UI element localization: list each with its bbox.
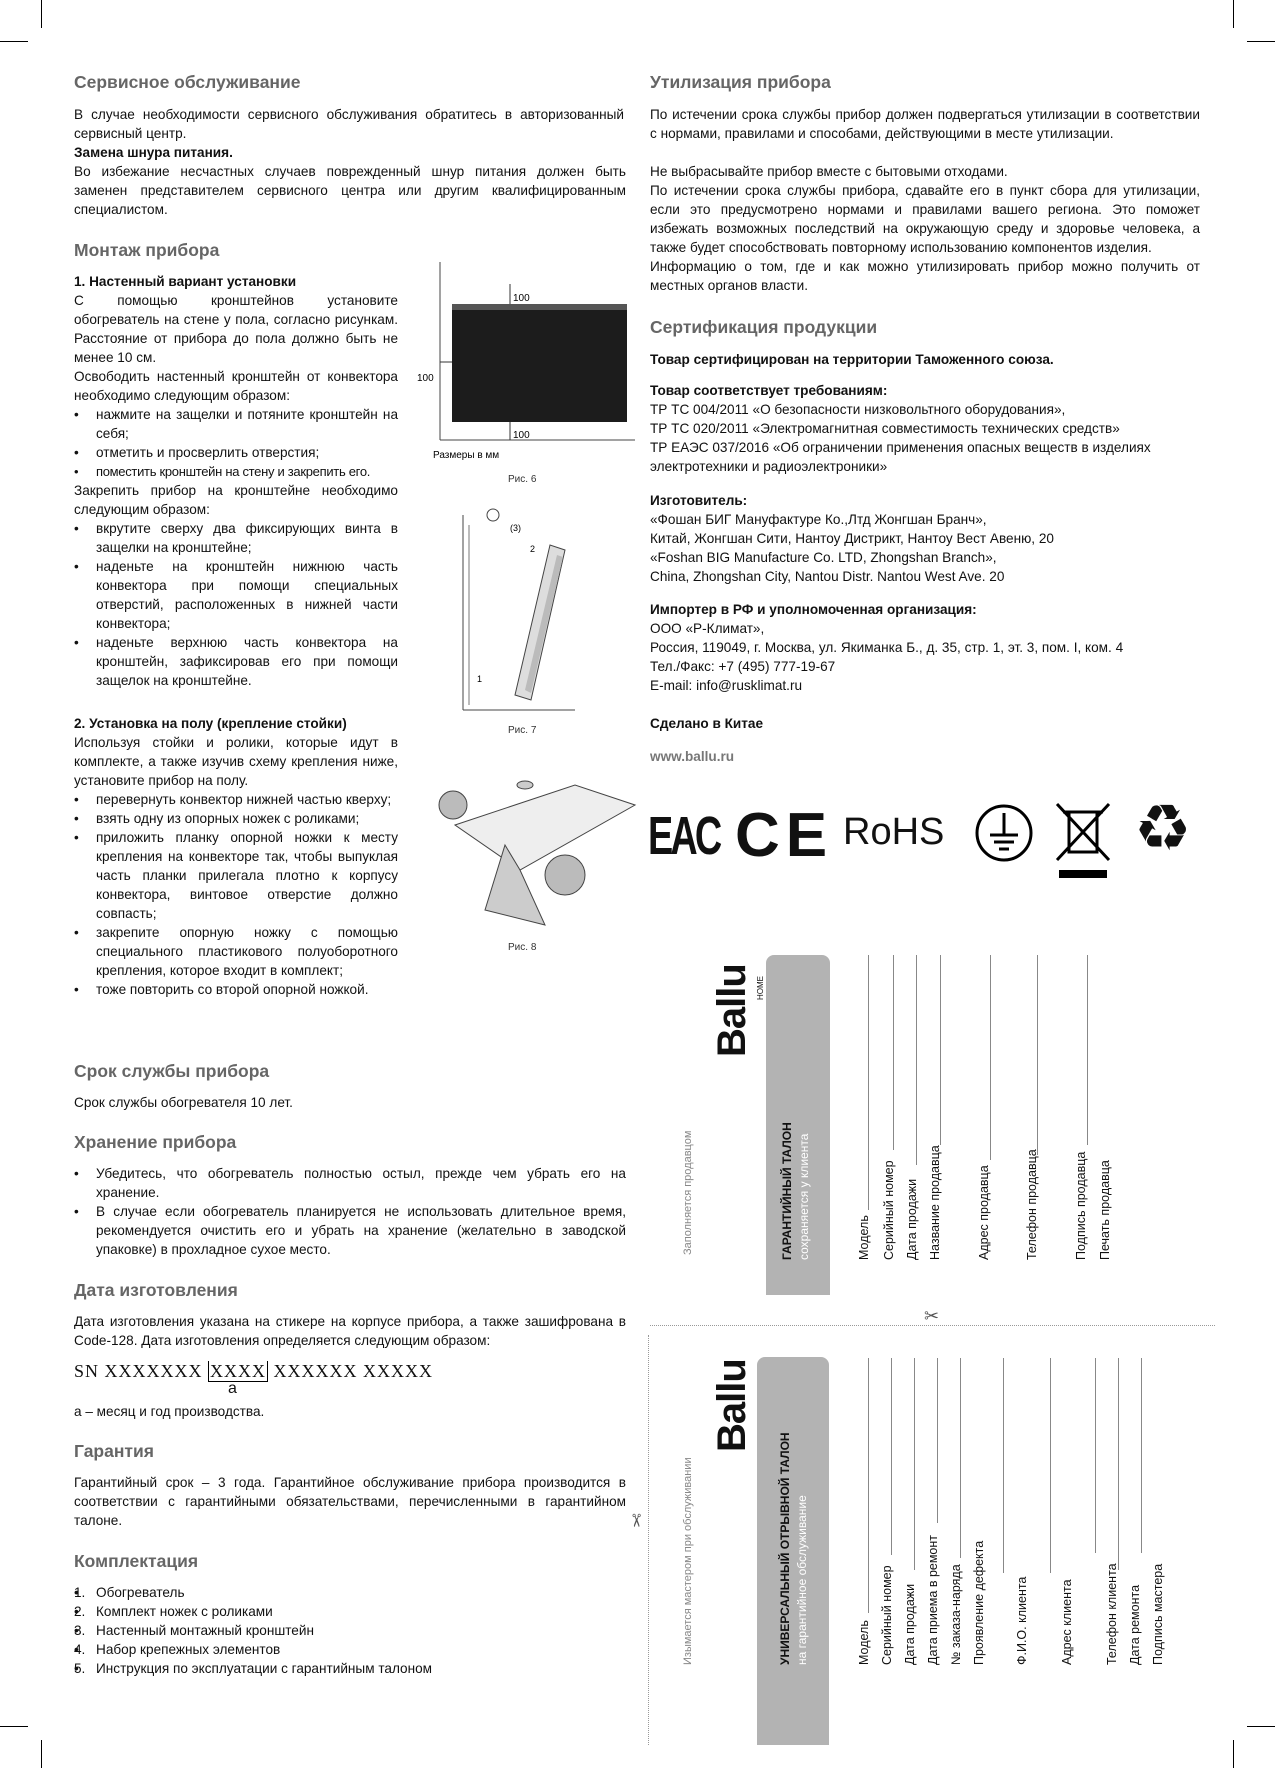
list-item: • наденьте на кронштейн нижнюю часть конвектора при помощи специальных отверстий, расположенных в нижней части конвектора; — [74, 557, 398, 633]
crop-mark — [1233, 1740, 1234, 1768]
service-title: Сервисное обслуживание — [74, 72, 301, 92]
fill-line[interactable] — [893, 955, 894, 1150]
fig7-label-1: 1 — [477, 674, 483, 684]
coupon2-title: УНИВЕРСАЛЬНЫЙ ОТРЫВНОЙ ТАЛОН — [778, 1432, 792, 1665]
fig7-label-2: 2 — [530, 544, 536, 554]
list-item: • Убедитесь, что обогреватель полностью остыл, прежде чем убрать его на хранение. — [74, 1164, 626, 1202]
fill-line[interactable] — [960, 1358, 961, 1558]
crop-mark — [0, 41, 28, 42]
maker-line: China, Zhongshan City, Nantou Distr. Nantou West Ave. 20 — [650, 569, 1005, 584]
figure-8 — [425, 775, 645, 935]
list-item: • поместить кронштейн на стену и закрепить его. — [74, 462, 398, 481]
cut-line — [648, 1335, 649, 1745]
fig6-dim-left: 100 — [417, 373, 434, 384]
fill-line[interactable] — [1037, 955, 1038, 1155]
coupon2-field-repair-in-date: Дата приема в ремонт — [926, 1534, 940, 1665]
coupon2-field-model: Модель — [857, 1620, 871, 1665]
coupon1-subtitle: сохраняется у клиента — [797, 1133, 811, 1260]
serial-rest: XXXXXX XXXXX — [273, 1361, 434, 1381]
disposal-p4: Информацию о том, где и как можно утилизировать прибор можно получить от местных органов власти. — [650, 259, 1200, 293]
disposal-p1: По истечении срока службы прибор должен подвергаться утилизации в соответствии с нормами, правилами и способами, действующими в месте утилизации. — [650, 107, 1200, 141]
list-item: • наденьте верхнюю часть конвектора на кронштейн, зафиксировав его при помощи защелок на кронштейне. — [74, 633, 398, 690]
life-text: Срок службы обогревателя 10 лет. — [74, 1095, 293, 1110]
serial-number-pattern — [74, 1361, 433, 1382]
eac-mark-icon: EAC — [648, 806, 720, 866]
crop-mark — [41, 1740, 42, 1768]
mount-fix-list — [74, 519, 398, 690]
date-legend: a – месяц и год производства. — [74, 1404, 265, 1419]
list-item: • 5. Инструкция по эксплуатации с гарантийным талоном — [74, 1659, 626, 1678]
scissors-icon: ✂ — [924, 1306, 940, 1326]
coupon2-field-master-signature: Подпись мастера — [1151, 1563, 1165, 1665]
list-item: • вкрутите сверху два фиксирующих винта в защелки на кронштейне; — [74, 519, 398, 557]
mount-s2-title: 2. Установка на полу (крепление стойки) — [74, 716, 347, 731]
requirement: ТР ТС 020/2011 «Электромагнитная совместимость технических средств» — [650, 421, 1120, 436]
mount-s1-text: С помощью кронштейнов установите обогреватель на стене у пола, согласно рисункам. Расстояние от прибора до пола должно быть не менее 10 см. — [74, 293, 398, 365]
fig6-dim-bottom: 100 — [513, 430, 530, 441]
fig8-caption: Рис. 8 — [508, 942, 537, 953]
importer-title: Импортер в РФ и уполномоченная организация: — [650, 602, 977, 617]
scissors-icon: ✂ — [626, 1512, 647, 1529]
cert-bold2: Товар соответствует требованиям: — [650, 383, 888, 398]
coupon2-field-client-name: Ф.И.О. клиента — [1015, 1576, 1029, 1665]
cert-bold1: Товар сертифицирован на территории Таможенного союза. — [650, 352, 1054, 367]
service-text: В случае необходимости сервисного обслуживания обратитесь в авторизованный сервисный центр. — [74, 107, 624, 141]
made-in: Сделано в Китае — [650, 716, 764, 731]
cert-title: Сертификация продукции — [650, 317, 878, 337]
list-item: • 2. Комплект ножек с роликами — [74, 1602, 626, 1621]
fill-line[interactable] — [868, 1358, 869, 1613]
storage-list — [74, 1164, 626, 1259]
list-item: • В случае если обогреватель планируется не использовать длительное время, рекомендуется очистить его и убрать на хранение (желательно в заводской упаковке) в прохладное сухое место. — [74, 1202, 626, 1259]
fill-line[interactable] — [990, 955, 991, 1160]
disposal-p3: По истечении срока службы прибора, сдавайте его в пункт сбора для утилизации, если это предусмотрено нормами и правилами вашего региона. Это поможет избежать возможных последствий на окружающую среду и здоровье человека, а также будет способствовать повторному использованию компонентов изделия. — [650, 183, 1200, 255]
importer-line: Тел./Факс: +7 (495) 777-19-67 — [650, 659, 836, 674]
coupon1-field-sale-date: Дата продажи — [905, 1178, 919, 1260]
mount-s1-fix: Закрепить прибор на кронштейне необходимо следующим образом: — [74, 483, 398, 517]
weee-bin-icon — [1053, 800, 1113, 880]
fill-line[interactable] — [891, 1358, 892, 1555]
cert-requirements — [650, 400, 1200, 476]
coupon1-title: ГАРАНТИЙНЫЙ ТАЛОН — [780, 1122, 794, 1260]
importer-line: Россия, 119049, г. Москва, ул. Якиманка Б., д. 35, стр. 1, эт. 3, пом. I, ком. 4 — [650, 640, 1124, 655]
coupon1-field-seller-stamp: Печать продавца — [1098, 1160, 1112, 1260]
mount-release-list — [74, 405, 398, 481]
fill-line[interactable] — [1095, 1358, 1096, 1553]
kit-list — [74, 1583, 626, 1678]
crop-mark — [1233, 0, 1234, 28]
ballu-logo: Ballu — [710, 964, 754, 1057]
crop-mark — [1247, 1726, 1275, 1727]
maker-info — [650, 510, 1200, 586]
coupon2-subtitle: на гарантийное обслуживание — [795, 1495, 809, 1665]
crop-mark — [0, 1726, 28, 1727]
coupon1-field-seller-name: Название продавца — [928, 1145, 942, 1260]
list-item: • приложить планку опорной ножки к месту крепления на конвекторе так, чтобы выпуклая часть планки прилегала плотно к корпусу конвектора, винтовое отверстие должно совпасть; — [74, 828, 398, 923]
fig6-dim-top: 100 — [513, 293, 530, 304]
coupon1-field-seller-phone: Телефон продавца — [1025, 1149, 1039, 1260]
mount-s2-text: Используя стойки и ролики, которые идут в комплекте, а также изучив схему крепления ниже, установите прибор на полу. — [74, 735, 398, 788]
coupon1-field-seller-address: Адрес продавца — [977, 1165, 991, 1260]
warranty-text: Гарантийный срок – 3 года. Гарантийное обслуживание прибора производится в соответствии с гарантийными обязательствами, перечисленными в гарантийном талоне. — [74, 1475, 626, 1528]
list-item: • нажмите на защелки и потяните кронштейн на себя; — [74, 405, 398, 443]
fill-line[interactable] — [1141, 1358, 1142, 1553]
requirement: ТР ТС 004/2011 «О безопасности низковольтного оборудования», — [650, 402, 1066, 417]
list-item: • отметить и просверлить отверстия; — [74, 443, 398, 462]
maker-line: Китай, Жонгшан Сити, Нантоу Дистрикт, Нантоу Вест Авеню, 20 — [650, 531, 1054, 546]
fill-line[interactable] — [1118, 1358, 1119, 1570]
disposal-title: Утилизация прибора — [650, 72, 831, 92]
ce-mark-icon: CE — [735, 801, 834, 870]
importer-line: E-mail: info@rusklimat.ru — [650, 678, 803, 693]
rohs-mark-icon: RoHS — [843, 811, 945, 853]
coupon1-field-serial: Серийный номер — [882, 1160, 896, 1260]
fig7-label-3: (3) — [510, 523, 521, 533]
maker-line: «Фошан БИГ Мануфактуре Ко.,Лтд Жонгшан Бранч», — [650, 512, 987, 527]
fill-line[interactable] — [914, 1358, 915, 1570]
life-title: Срок службы прибора — [74, 1061, 270, 1081]
kit-title: Комплектация — [74, 1551, 199, 1571]
maker-title: Изготовитель: — [650, 493, 748, 508]
disposal-p2: Не выбрасывайте прибор вместе с бытовыми отходами. — [650, 164, 1008, 179]
fill-line[interactable] — [1087, 955, 1088, 1145]
coupon1-field-model: Модель — [857, 1215, 871, 1260]
coupon2-side-note: Изымается мастером при обслуживании — [682, 1457, 694, 1665]
list-item: • перевернуть конвектор нижней частью кверху; — [74, 790, 398, 809]
fill-line[interactable] — [940, 955, 941, 1145]
storage-title: Хранение прибора — [74, 1132, 237, 1152]
fig6-units: Размеры в мм — [433, 450, 500, 461]
cord-text: Во избежание несчастных случаев поврежденный шнур питания должен быть заменен представителем сервисного центра или другим квалифицированным специалистом. — [74, 164, 626, 217]
serial-prefix: SN XXXXXXX — [74, 1361, 203, 1381]
coupon2-field-repair-date: Дата ремонта — [1128, 1584, 1142, 1665]
serial-label-a: a — [228, 1380, 237, 1397]
ballu-logo: Ballu — [710, 1359, 754, 1452]
coupon2-field-client-address: Адрес клиента — [1060, 1579, 1074, 1665]
fill-line[interactable] — [916, 955, 917, 1165]
floor-steps-list — [74, 790, 398, 999]
fig6-caption: Рис. 6 — [508, 474, 537, 485]
mount-s1-title: 1. Настенный вариант установки — [74, 274, 297, 289]
cord-subtitle: Замена шнура питания. — [74, 145, 233, 160]
serial-date-code: XXXX — [210, 1361, 267, 1381]
list-item: • 1. Обогреватель — [74, 1583, 626, 1602]
fill-line[interactable] — [868, 955, 869, 1210]
figure-7 — [455, 505, 575, 715]
coupon2-field-order-no: № заказа-наряда — [949, 1564, 963, 1665]
figure-6 — [415, 262, 635, 462]
importer-line: ООО «Р-Климат», — [650, 621, 765, 636]
fill-line[interactable] — [937, 1358, 938, 1523]
coupon1-side-note: Заполняется продавцом — [682, 1130, 694, 1255]
fill-line[interactable] — [1003, 1358, 1004, 1573]
maker-line: «Foshan BIG Manufacture Co. LTD, Zhongshan Branch», — [650, 550, 997, 565]
fig7-caption: Рис. 7 — [508, 725, 537, 736]
recycle-icon: ♻ — [1134, 792, 1192, 864]
mount-title: Монтаж прибора — [74, 240, 220, 260]
coupon2-field-sale-date: Дата продажи — [903, 1583, 917, 1665]
crop-mark — [41, 0, 42, 28]
coupon2-title-band — [757, 1357, 829, 1745]
list-item: • взять одну из опорных ножек с роликами; — [74, 809, 398, 828]
warranty-title: Гарантия — [74, 1441, 154, 1461]
ballu-home: HOME — [756, 976, 765, 1000]
importer-info — [650, 619, 1200, 695]
coupon2-field-client-phone: Телефон клиента — [1105, 1563, 1119, 1665]
coupon2-field-defect: Проявление дефекта — [972, 1540, 986, 1665]
requirement: ТР ЕАЭС 037/2016 «Об ограничении применения опасных веществ в изделиях электротехники и радиоэлектроники» — [650, 440, 1151, 474]
date-text: Дата изготовления указана на стикере на корпусе прибора, а также зашифрована в Code-128. Дата изготовления определяется следующим образом: — [74, 1314, 626, 1348]
ground-icon — [974, 803, 1034, 863]
list-item: • закрепите опорную ножку с помощью специального пластикового полуоборотного крепления, которое входит в комплект; — [74, 923, 398, 980]
coupon2-field-serial: Серийный номер — [880, 1565, 894, 1665]
list-item: • тоже повторить со второй опорной ножкой. — [74, 980, 398, 999]
list-item: • 4. Набор крепежных элементов — [74, 1640, 626, 1659]
mount-s1-release: Освободить настенный кронштейн от конвектора необходимо следующим образом: — [74, 369, 398, 403]
coupon1-field-seller-signature: Подпись продавца — [1074, 1151, 1088, 1260]
list-item: • 3. Настенный монтажный кронштейн — [74, 1621, 626, 1640]
website: www.ballu.ru — [650, 749, 735, 764]
crop-mark — [1247, 41, 1275, 42]
date-title: Дата изготовления — [74, 1280, 238, 1300]
fill-line[interactable] — [1050, 1358, 1051, 1573]
